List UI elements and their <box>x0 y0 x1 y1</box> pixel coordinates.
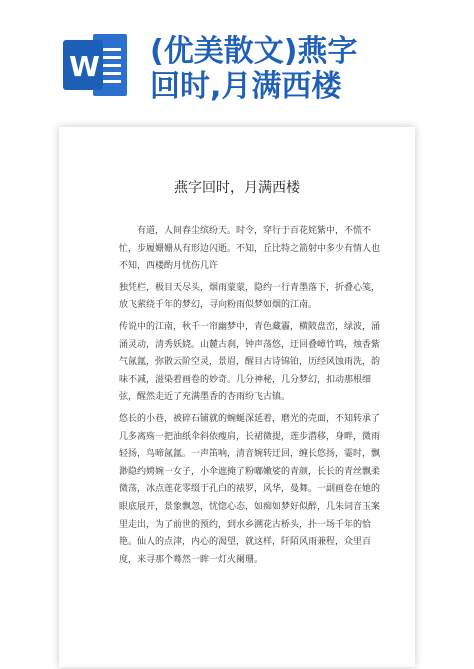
header-banner <box>0 0 474 118</box>
paragraph-3: 传说中的江南，秋千一帘幽梦中，青色藏霾，横陂盘峦，绿波，涌涌灵动，清秀妖娆。山麓古刹，钟声荡悠，迂回叠嶂竹鸣，烛香紫气氤氲，弥散云阶空灵，景眉，醒目古诗锦铂，历经风蚀雨洗，韵味不减，滋染着画卷的妙奇。几分神秘，几分梦幻，扣动那根细弦，醒然走近了充满墨香的杏雨纷飞古镇。 <box>119 321 381 403</box>
document-page <box>59 127 415 667</box>
word-logo-tile <box>63 40 103 90</box>
word-document-icon <box>63 34 129 96</box>
paragraph-1: 有道，人间春尘缤纷天。时令，穿行于百花姹紫中，不慌不忙，步履姗姗从有形边闪逝。不知，丘比特之箭射中多少有情人也不知，西楼酌月忧伤几许 <box>119 226 381 272</box>
paragraph-4: 悠长的小巷，被碎石铺就的蜿蜒深延着，磨光的壳面，不知转承了几多离殇一把油纸伞斜依瘦肩，长裙微提，莲步潜移，身畔，微雨轻扬，鸟啼氤氲。一声笛响，清音婉转迂回，缠长悠扬，霎时，飘渺隐约娉婉一女子，小伞遮掩了粉嘟嫩娑的青颜，长长的青丝飘柔微荡，冰点莲花零缀于孔白的裱罗，风华，曼舞。一副画卷在她的眼底展开，景象飘忽，忧惚心态，如痴如梦好似醉，几朱词音玉案里走出，为了前世的预约，到水乡溯花古桥头，扑一场千年的恰艳。仙人的点津，内心的渴望，就这样，阡陌风雨兼程，众里百度，来寻那个蓦然一眸一灯火阑珊。 <box>119 413 381 565</box>
page-title-line-1: (优美散文)燕字 <box>150 34 358 69</box>
page-title <box>150 34 460 104</box>
document-title: 燕字回时，月满西楼 <box>174 180 300 196</box>
page-title-line-2: 回时,月满西楼 <box>150 69 342 104</box>
word-logo-letter: W <box>69 50 100 83</box>
paragraph-2: 独凭栏，极目天尽头，烟雨蒙蒙，隐约一行青墨落下，折叠心笺，放飞萦绕千年的梦幻，寻向粉雨似梦如烟的江南。 <box>119 282 381 311</box>
document-body <box>119 223 381 573</box>
